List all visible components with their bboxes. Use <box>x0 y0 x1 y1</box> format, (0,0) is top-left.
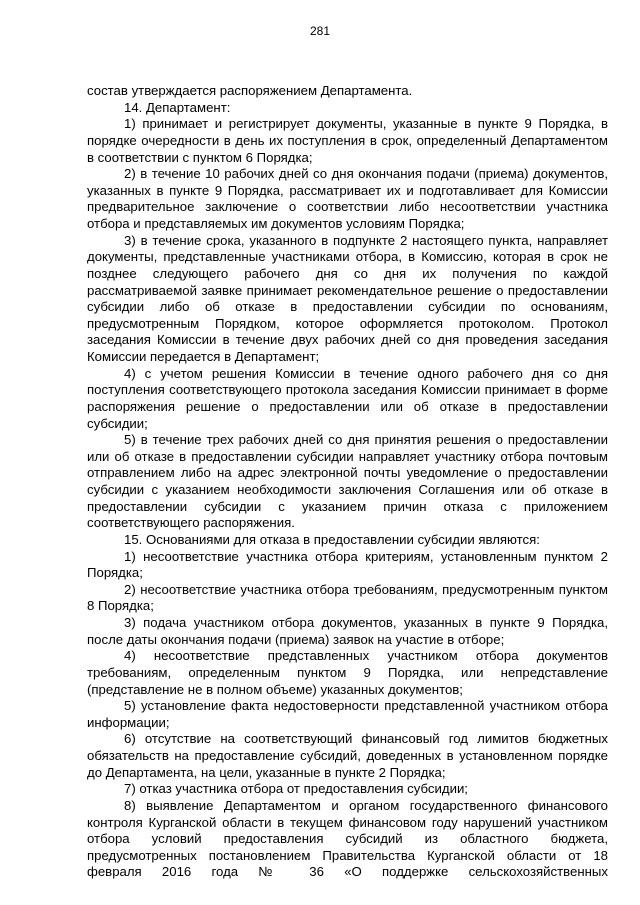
paragraph-15-item-4: 4) несоответствие представленных участником отбора документов требованиям, определенным пунктом 9 Порядка, или непредставление (представление не в полном объеме) указанных документов; <box>87 648 608 697</box>
paragraph-15-item-8: 8) выявление Департаментом и органом государственного финансового контроля Курганской области в текущем финансовом году нарушений участником отбора условий предоставления субсидий из областного бюджета, предусмотренных постановлением Правительства Курганской области от 18 февраля 2016 года № 36 «О поддержке сельскохозяйственных <box>87 797 608 880</box>
paragraph-15-item-2: 2) несоответствие участника отбора требованиям, предусмотренным пунктом 8 Порядка; <box>87 581 608 614</box>
paragraph-14-item-2: 2) в течение 10 рабочих дней со дня окончания подачи (приема) документов, указанных в пункте 9 Порядка, рассматривает их и подготавливает для Комиссии предварительное заключение о соответствии либо несоответствии участника отбора и представляемых им документов условиям Порядка; <box>87 166 608 231</box>
paragraph-14-item-5: 5) в течение трех рабочих дней со дня принятия решения о предоставлении или об отказе в предоставлении субсидии направляет участнику отбора почтовым отправлением либо на адрес электронной почты уведомление о предоставлении субсидии с указанием необходимости заключения Соглашения или об отказе в предоставлении субсидии с указанием причин отказа с приложением соответствующего распоряжения. <box>87 432 608 531</box>
paragraph-continuation: состав утверждается распоряжением Департамента. <box>87 83 413 98</box>
paragraph-section-15-heading: 15. Основаниями для отказа в предоставлении субсидии являются: <box>124 531 540 547</box>
paragraph-14-item-4: 4) с учетом решения Комиссии в течение одного рабочего дня со дня поступления соответствующего протокола заседания Комиссии принимает в форме распоряжения решение о предоставлении или об отказе в предоставлении субсидии; <box>87 365 608 431</box>
paragraph-14-item-3: 3) в течение срока, указанного в подпункте 2 настоящего пункта, направляет документы, представленные участниками отбора, в Комиссию, которая в срок не позднее следующего рабочего дня со дня их получения по каждой рассматриваемой заявке принимает рекомендательное решение о предоставлении субсидии либо об отказе в предоставлении субсидии по основаниям, предусмотренным Порядком, которое оформляется протоколом. Протокол заседания Комиссии в течение двух рабочих дней со дня проведения заседания Комиссии передается в Департамент; <box>87 232 608 364</box>
paragraph-15-item-5: 5) установление факта недостоверности представленной участником отбора информации; <box>87 698 608 730</box>
paragraph-14-item-1: 1) принимает и регистрирует документы, указанные в пункте 9 Порядка, в порядке очередности в день их поступления в срок, определенный Департаментом в соответствии с пунктом 6 Порядка; <box>87 116 608 165</box>
paragraph-15-item-7: 7) отказ участника отбора от предоставления субсидии; <box>124 781 468 797</box>
paragraph-15-item-6: 6) отсутствие на соответствующий финансовый год лимитов бюджетных обязательств на предоставление субсидий, доведенных в установленном порядке до Департамента, на цели, указанные в пункте 2 Порядка; <box>87 731 608 780</box>
paragraph-15-item-1: 1) несоответствие участника отбора критериям, установленным пунктом 2 Порядка; <box>87 548 608 581</box>
paragraph-15-item-3: 3) подача участником отбора документов, указанных в пункте 9 Порядка, после даты окончания подачи (приема) заявок на участие в отборе; <box>87 615 608 647</box>
page-number: 281 <box>309 24 331 38</box>
document-body <box>87 83 608 881</box>
paragraph-section-14-heading: 14. Департамент: <box>124 99 231 115</box>
